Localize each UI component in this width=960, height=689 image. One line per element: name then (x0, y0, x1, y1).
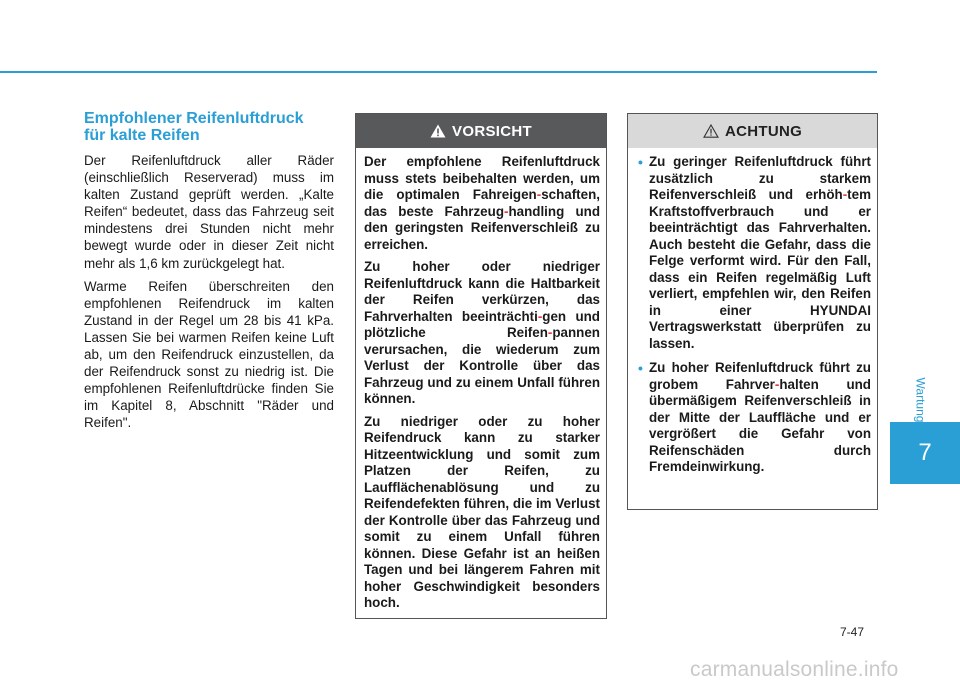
chapter-side-label (910, 370, 930, 430)
achtung-b1-part-2: tem Kraftstoffverbrauch und er beeinträchtigt das Fahrverhalten. Auch besteht die Gefahr, dass die Felge verformt wird. Für den Fall, dass ein Reifen regelmäßig Luft verliert, empfehlen wir, den Reifen in einer HYUNDAI Vertragswerkstatt überprüfen zu lassen. (649, 187, 871, 351)
vorsicht-p2-part-1: Zu hoher oder niedriger Reifenluftdruck kann die Haltbarkeit der Reifen verkürzen, das Fahrverhalten beeinträchti (364, 259, 600, 324)
vorsicht-title: VORSICHT (452, 122, 532, 140)
body-paragraph-2: Warme Reifen überschreiten den empfohlenen Reifendruck im kalten Zustand in der Regel um 28 bis 41 kPa. Lassen Sie bei warmen Reifen keine Luft ab, um den Reifendruck einzustellen, da der Reifendruck sonst zu niedrig ist. Die empfohlenen Reifenluftdrücke finden Sie im Kapitel 8, Abschnitt "Räder und Reifen". (84, 278, 334, 431)
hyphen: - (504, 203, 509, 219)
achtung-title: ACHTUNG (724, 122, 803, 140)
section-heading (84, 110, 339, 144)
vorsicht-paragraph-1 (364, 154, 600, 253)
hyphen: - (537, 308, 543, 324)
bullet-dot: • (638, 360, 643, 376)
chapter-number: 7 (918, 439, 932, 466)
body-paragraph-1: Der Reifenluftdruck aller Räder (einschließlich Reserverad) muss im kalten Zustand geprüft werden. „Kalte Reifen“ bedeutet, dass das Fahrzeug seit mindestens drei Stunden nicht mehr bewegt wurde oder in dieser Zeit nicht mehr als 1,6 km zurückgelegt hat. (84, 153, 334, 271)
hyphen: - (536, 187, 542, 202)
achtung-b2-part-2: halten und übermäßigem Reifenverschleiß in der Mitte der Lauffläche und er vergrößert die Gefahr von Reifenschäden durch Fremdeinwirkung. (649, 376, 871, 474)
body-text (84, 152, 334, 438)
achtung-b1-part-1: Zu geringer Reifenluftdruck führt zusätzlich zu starkem Reifenverschleiß und erhöh (649, 154, 871, 202)
vorsicht-content (356, 148, 606, 624)
hyphen: - (842, 187, 848, 202)
vorsicht-header (356, 114, 606, 148)
section-heading-line-1: Empfohlener Reifenluftdruck (84, 110, 304, 127)
section-heading-line-2: für kalte Reifen (84, 127, 200, 144)
warning-triangle-filled-icon (430, 124, 446, 138)
vorsicht-p1-part-3: handling und den geringsten Reifenverschleiß zu erreichen. (364, 203, 601, 252)
achtung-box (627, 113, 878, 510)
warning-triangle-outline-icon (703, 124, 719, 138)
watermark: carmanualsonline.info (690, 658, 899, 681)
vorsicht-p1-part-1: Der empfohlene Reifenluftdruck muss stets beibehalten werden, um die optimalen Fahreigen (364, 154, 600, 202)
chapter-tab (890, 422, 960, 484)
vorsicht-p1-part-2: schaften, das beste Fahrzeug (364, 187, 600, 219)
top-rule (0, 71, 877, 73)
vorsicht-paragraph-3: Zu niedriger oder zu hoher Reifendruck kann zu starker Hitzeentwicklung und somit zum Platzen der Reifen, zu Laufflächenablösung und zu Reifendefekten führen, die im Verlust der Kontrolle über das Fahrzeug und somit zu einem Unfall führen können. Diese Gefahr ist an heißen Tagen und bei längerem Fahren mit hoher Geschwindigkeit besonders hoch. (364, 413, 600, 610)
bullet-dot: • (638, 154, 643, 170)
vorsicht-p2-part-3: pannen verursachen, die wiederum zum Verlust der Kontrolle über das Fahrzeug und zu einem Unfall führen können. (364, 325, 600, 406)
chapter-side-label-text: Wartung (913, 377, 927, 423)
vorsicht-box (355, 113, 607, 619)
page-number: 7-47 (840, 625, 865, 639)
hyphen: - (774, 376, 780, 392)
vorsicht-paragraph-2 (364, 259, 600, 408)
achtung-header (628, 114, 877, 148)
achtung-content (628, 148, 877, 490)
achtung-bullet-1 (638, 154, 871, 352)
hyphen: - (547, 325, 553, 340)
achtung-b2-part-1: Zu hoher Reifenluftdruck führt zu grobem Fahrver (649, 360, 871, 392)
vorsicht-p2-part-2: gen und plötzliche Reifen (364, 308, 600, 340)
achtung-bullet-2 (638, 360, 871, 476)
